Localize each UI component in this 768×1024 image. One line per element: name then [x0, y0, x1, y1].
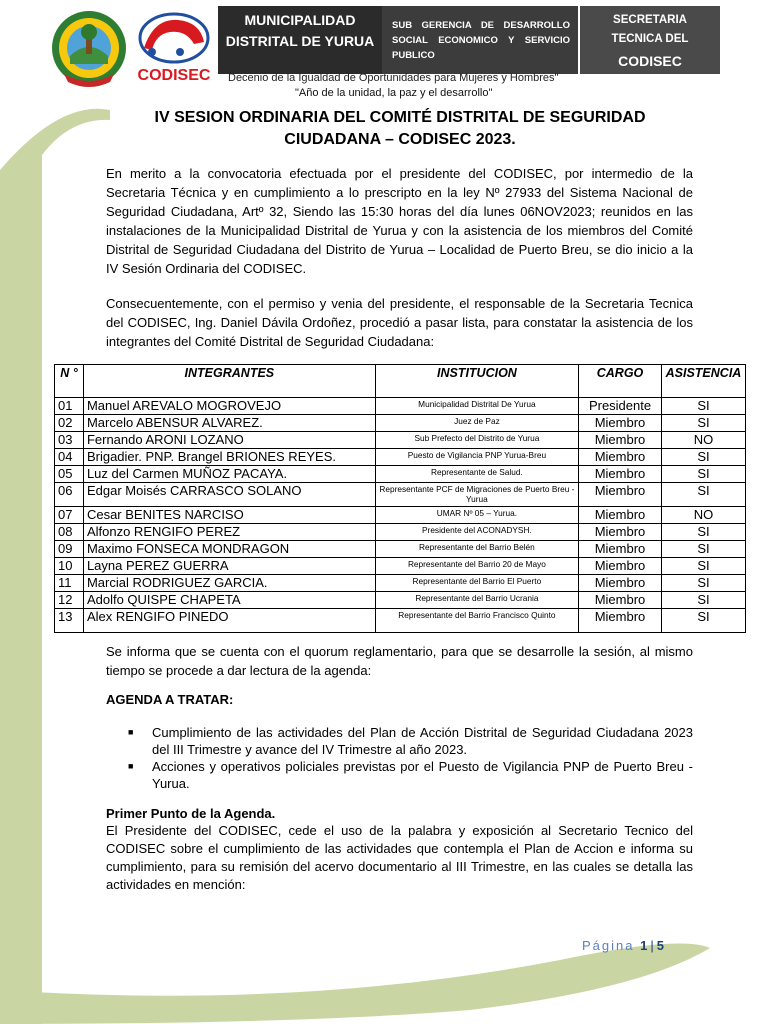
row-cargo-cell: Miembro	[579, 592, 662, 609]
year-motto: "Año de la unidad, la paz y el desarrollo"	[295, 87, 493, 99]
attendance-table-header-row	[55, 365, 746, 398]
row-asistencia-cell: SI	[661, 398, 745, 415]
header-cargo: CARGO	[579, 365, 662, 398]
attendance-table-row	[55, 415, 746, 432]
row-cargo-cell: Miembro	[579, 507, 662, 524]
municipalidad-header-box: MUNICIPALIDAD DISTRITAL DE YURUA	[218, 6, 382, 74]
row-asistencia-cell: NO	[661, 432, 745, 449]
row-asistencia-cell: SI	[661, 575, 745, 592]
secretaria-header-box	[580, 6, 720, 74]
row-asistencia-cell: SI	[661, 541, 745, 558]
header-integrantes: INTEGRANTES	[83, 365, 375, 398]
row-integrante-cell: Layna PEREZ GUERRA	[83, 558, 375, 575]
row-number-cell: 10	[55, 558, 84, 575]
row-integrante-cell: Marcelo ABENSUR ALVAREZ.	[83, 415, 375, 432]
row-asistencia-cell: SI	[661, 449, 745, 466]
row-asistencia-cell: SI	[661, 558, 745, 575]
roll-call-paragraph: Consecuentemente, con el permiso y venia del presidente, el responsable de la Secretaria Tecnica del CODISEC, Ing. Daniel Dávila Ordoñez, procedió a pasar lista, para constatar la asistencia de los integrantes del Comité Distrital de Seguridad Ciudadana:	[106, 296, 693, 349]
row-institucion-cell: Presidente del ACONADYSH.	[375, 524, 578, 541]
attendance-table-row	[55, 466, 746, 483]
row-asistencia-cell: SI	[661, 483, 745, 507]
row-cargo-cell: Miembro	[579, 575, 662, 592]
sub-gerencia-header-box: SUB GERENCIA DE DESARROLLO SOCIAL ECONOMICO Y SERVICIO PUBLICO	[382, 6, 578, 74]
attendance-table-row	[55, 541, 746, 558]
row-number-cell: 11	[55, 575, 84, 592]
square-bullet-icon: ■	[128, 727, 134, 737]
row-asistencia-cell: SI	[661, 592, 745, 609]
attendance-table-row	[55, 558, 746, 575]
header-number: N °	[55, 365, 84, 398]
quorum-paragraph: Se informa que se cuenta con el quorum reglamentario, para que se desarrolle la sesión, al mismo tiempo se procede a dar lectura de la agenda:	[106, 644, 693, 678]
secretaria-line-1: SECRETARIA	[613, 14, 687, 26]
row-asistencia-cell: SI	[661, 466, 745, 483]
row-number-cell: 08	[55, 524, 84, 541]
secretaria-line-2: TECNICA DEL	[611, 33, 689, 45]
row-integrante-cell: Maximo FONSECA MONDRAGON	[83, 541, 375, 558]
attendance-table	[54, 364, 746, 633]
agenda-item-text: Acciones y operativos policiales previstas por el Puesto de Vigilancia PNP de Puerto Breu - Yurua.	[152, 759, 693, 791]
attendance-table-row	[55, 432, 746, 449]
row-institucion-cell: Representante del Barrio El Puerto	[375, 575, 578, 592]
attendance-table-body	[55, 398, 746, 633]
row-institucion-cell: Representante del Barrio Belén	[375, 541, 578, 558]
row-institucion-cell: Sub Prefecto del Distrito de Yurua	[375, 432, 578, 449]
agenda-item	[128, 724, 693, 758]
attendance-table-row	[55, 524, 746, 541]
row-cargo-cell: Miembro	[579, 524, 662, 541]
page-current: 1	[640, 938, 648, 953]
decenio-motto: Decenio de la Igualdad de Oportunidades para Mujeres y Hombres"	[228, 72, 559, 84]
row-number-cell: 12	[55, 592, 84, 609]
attendance-table-row	[55, 575, 746, 592]
attendance-table-row	[55, 449, 746, 466]
row-cargo-cell: Miembro	[579, 558, 662, 575]
row-cargo-cell: Miembro	[579, 432, 662, 449]
row-integrante-cell: Cesar BENITES NARCISO	[83, 507, 375, 524]
row-number-cell: 02	[55, 415, 84, 432]
row-integrante-cell: Fernando ARONI LOZANO	[83, 432, 375, 449]
row-number-cell: 13	[55, 609, 84, 633]
header-asistencia: ASISTENCIA	[661, 365, 745, 398]
row-institucion-cell: Municipalidad Distrital De Yurua	[375, 398, 578, 415]
municipal-emblem-logo	[50, 8, 128, 90]
row-integrante-cell: Edgar Moisés CARRASCO SOLANO	[83, 483, 375, 507]
row-asistencia-cell: SI	[661, 524, 745, 541]
row-institucion-cell: Representante de Salud.	[375, 466, 578, 483]
square-bullet-icon: ■	[128, 761, 134, 771]
row-number-cell: 01	[55, 398, 84, 415]
page-number-footer	[582, 938, 664, 953]
row-institucion-cell: Puesto de Vigilancia PNP Yurua-Breu	[375, 449, 578, 466]
attendance-table-row	[55, 609, 746, 633]
row-integrante-cell: Alex RENGIFO PINEDO	[83, 609, 375, 633]
row-institucion-cell: Representante del Barrio Francisco Quinto	[375, 609, 578, 633]
row-integrante-cell: Manuel AREVALO MOGROVEJO	[83, 398, 375, 415]
agenda-heading: AGENDA A TRATAR:	[106, 692, 234, 707]
row-integrante-cell: Brigadier. PNP. Brangel BRIONES REYES.	[83, 449, 375, 466]
row-cargo-cell: Miembro	[579, 415, 662, 432]
attendance-table-row	[55, 398, 746, 415]
row-number-cell: 06	[55, 483, 84, 507]
row-number-cell: 05	[55, 466, 84, 483]
row-institucion-cell: Representante PCF de Migraciones de Puerto Breu - Yurua	[375, 483, 578, 507]
page-separator: |	[650, 938, 654, 953]
secretaria-line-3: CODISEC	[618, 53, 682, 69]
row-cargo-cell: Miembro	[579, 483, 662, 507]
row-institucion-cell: UMAR Nº 05 – Yurua.	[375, 507, 578, 524]
agenda-list	[128, 724, 693, 792]
row-integrante-cell: Luz del Carmen MUÑOZ PACAYA.	[83, 466, 375, 483]
row-cargo-cell: Miembro	[579, 449, 662, 466]
attendance-table-row	[55, 507, 746, 524]
attendance-table-row	[55, 592, 746, 609]
row-institucion-cell: Representante del Barrio Ucrania	[375, 592, 578, 609]
opening-paragraph: En merito a la convocatoria efectuada por el presidente del CODISEC, por intermedio de la Secretaria Técnica y en cumplimiento a lo prescripto en la ley Nº 27933 del Sistema Nacional de Seguridad Ciudadana, Artº 32, Siendo las 15:30 horas del día lunes 06NOV2023; reunidos en las instalaciones de la Municipalidad Distrital de Yurua y con la asistencia de los miembros del Comité Distrital de Seguridad Ciudadana del Distrito de Yurua – Localidad de Puerto Breu, se dio inicio a la IV Sesión Ordinaria del CODISEC.	[106, 166, 693, 276]
page-total: 5	[656, 938, 664, 953]
row-number-cell: 03	[55, 432, 84, 449]
attendance-table-row	[55, 483, 746, 507]
row-cargo-cell: Presidente	[579, 398, 662, 415]
agenda-item	[128, 758, 693, 792]
row-number-cell: 09	[55, 541, 84, 558]
row-asistencia-cell: SI	[661, 415, 745, 432]
row-institucion-cell: Juez de Paz	[375, 415, 578, 432]
agenda-item-text: Cumplimiento de las actividades del Plan de Acción Distrital de Seguridad Ciudadana 2023 del III Trimestre y avance del IV Trimestre al año 2023.	[152, 725, 693, 757]
row-integrante-cell: Adolfo QUISPE CHAPETA	[83, 592, 375, 609]
row-number-cell: 04	[55, 449, 84, 466]
row-cargo-cell: Miembro	[579, 466, 662, 483]
header-institucion: INSTITUCION	[375, 365, 578, 398]
row-cargo-cell: Miembro	[579, 609, 662, 633]
row-number-cell: 07	[55, 507, 84, 524]
primer-punto-heading: Primer Punto de la Agenda.	[106, 806, 276, 821]
document-title: IV SESION ORDINARIA DEL COMITÉ DISTRITAL DE SEGURIDAD CIUDADANA – CODISEC 2023.	[154, 109, 646, 148]
row-asistencia-cell: NO	[661, 507, 745, 524]
row-institucion-cell: Representante del Barrio 20 de Mayo	[375, 558, 578, 575]
codisec-logo-text: CODISEC	[137, 67, 211, 84]
row-cargo-cell: Miembro	[579, 541, 662, 558]
row-integrante-cell: Marcial RODRIGUEZ GARCIA.	[83, 575, 375, 592]
page-label: Página	[582, 938, 635, 953]
row-asistencia-cell: SI	[661, 609, 745, 633]
primer-punto-paragraph: El Presidente del CODISEC, cede el uso de la palabra y exposición al Secretario Tecnico del CODISEC sobre el cumplimiento de las actividades que contempla el Plan de Accion e informa su cumplimiento, para su remisión del acervo documentario al III Trimestre, en las cuales se detalla las actividades en mención:	[106, 823, 693, 892]
row-integrante-cell: Alfonzo RENGIFO PEREZ	[83, 524, 375, 541]
